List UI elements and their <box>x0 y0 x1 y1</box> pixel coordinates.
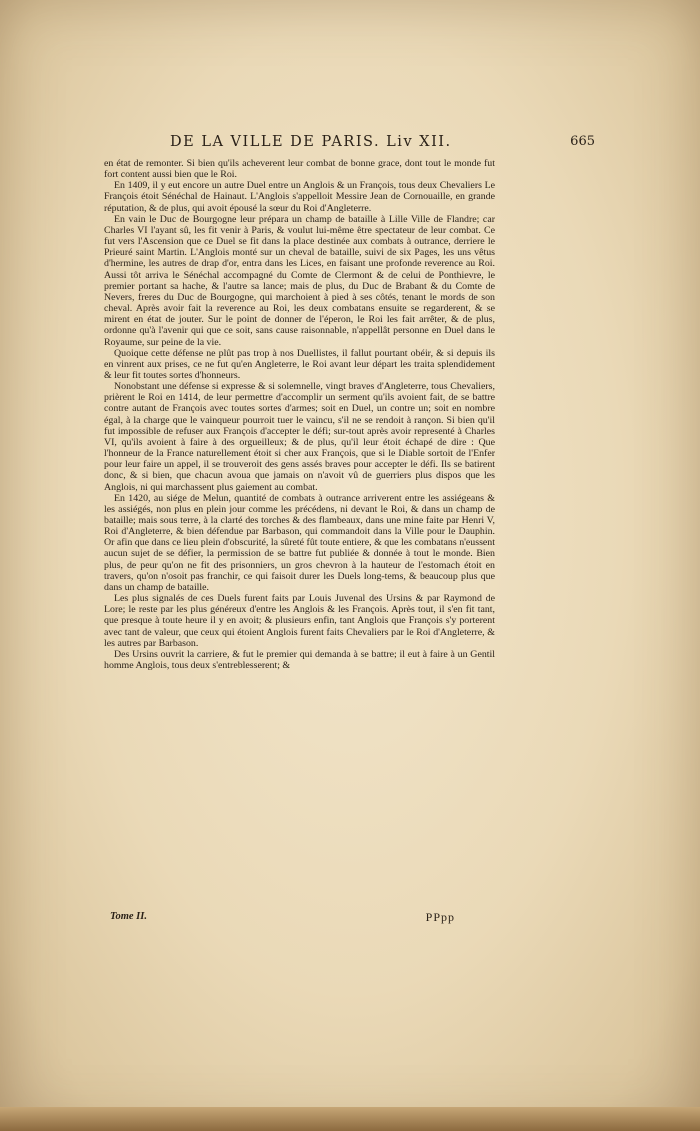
page-header <box>170 134 595 156</box>
paragraph: Les plus signalés de ces Duels furent faits par Louis Juvenal des Ursins & par Raymond de Lore; le reste par les plus généreux d'entre les Anglois & les François. Après tout, il s'en fit tant, que presque à toute heure il y en avoit; & plusieurs enfin, tant Anglois que François s'y porterent avec tant de valeur, que ceux qui étoient Anglois furent faits Chevaliers par le Roi d'Angleterre, & les autres par Barbason. <box>104 593 495 649</box>
body-text <box>104 158 495 671</box>
volume-label: Tome II. <box>110 911 147 922</box>
paragraph: En 1420, au siége de Melun, quantité de combats à outrance arriverent entre les assiégeans & les assiégés, non plus en plein jour comme les précédens, ni devant le Roi, & dans un champ de bataille; mais sous terre, à la clarté des torches & des flambeaux, dans une mine faite par Henri V, Roi d'Angleterre, & bien défendue par Barbason, qui commandoit dans la Ville pour le Dauphin. Or afin que dans ce lieu plein d'obscurité, la sûreté fût toute entiere, & que les combatans n'eussent aucun sujet de se défier, la permission de se battre fut publiée & donnée à tout le monde. Bien plus, de peur qu'on ne fit des prisonniers, un gros chevron à la hauteur de l'estomach étoit en travers, qu'on n'osoit pas franchir, ce qui faisoit durer les Duels long-tems, & beaucoup plus que dans un champ de bataille. <box>104 492 495 593</box>
paragraph: En vain le Duc de Bourgogne leur prépara un champ de bataille à Lille Ville de Flandre; car Charles VI l'ayant sû, les fit venir à Paris, & voulut lui-même être spectateur de leur combat. Ce fut vers l'Ascension que ce Duel se fit dans la place destinée aux combats à outrance, derriere le Prieuré saint Martin. L'Anglois monté sur un cheval de bataille, suivi de six Pages, les uns vêtus d'hermine, les autres de drap d'or, entra dans les Lices, en faisant une profonde reverence au Roi. Aussi tôt arriva le Sénéchal accompagné du Comte de Clermont & de celui de Ponthievre, le premier portant sa hache, & l'autre sa lance; mais de plus, du Duc de Brabant & du Comte de Nevers, freres du Duc de Bourgogne, qui marchoient à pied à ses côtés, tenant le mords de son cheval. Après avoir fait la reverence au Roi, les deux combatans ensuite se regarderent, & se mirent en état de jouter. Sur le point de donner de l'éperon, le Roi les fait arrêter, & de plus, ordonne qu'à l'avenir qui que ce soit, sans cause raisonnable, n'appellât personne en Duel dans le Royaume, sur peine de la vie. <box>104 213 495 348</box>
page-footer <box>110 911 455 927</box>
page-edge <box>0 1107 700 1131</box>
signature-mark: PPpp <box>425 910 455 924</box>
paragraph: en état de remonter. Si bien qu'ils acheverent leur combat de bonne grace, dont tout le monde fut fort content aussi bien que le Roi. <box>104 158 495 181</box>
paragraph: Des Ursins ouvrit la carriere, & fut le premier qui demanda à se battre; il eut à faire à un Gentil homme Anglois, tous deux s'entreblesserent; & <box>104 648 495 672</box>
paragraph: En 1409, il y eut encore un autre Duel entre un Anglois & un François, tous deux Chevaliers Le François étoit Sénéchal de Hainaut. L'Anglois s'appelloit Messire Jean de Cornouaille, en grande réputation, & de plus, qui avoit épousé la sœur du Roi d'Angleterre. <box>104 180 495 214</box>
page-number: 665 <box>570 134 595 149</box>
running-title: DE LA VILLE DE PARIS. Liv XII. <box>170 134 452 150</box>
paragraph: Quoique cette défense ne plût pas trop à nos Duellistes, il fallut pourtant obéir, & si depuis ils en vinrent aux prises, ce ne fut qu'en Angleterre, le Roi avant leur départ les traita splendidement & leur fit toutes sortes d'honneurs. <box>104 347 495 381</box>
paragraph: Nonobstant une défense si expresse & si solemnelle, vingt braves d'Angleterre, tous Chevaliers, prièrent le Roi en 1414, de leur permettre d'accomplir un serment qu'ils avoient fait, de se battre contre autant de François avec toutes sortes d'armes; soit en Duel, un contre un; soit en nombre égal, à la charge que le vainqueur pourroit tuer le vaincu, s'il ne se rendoit à rançon. Si bien qu'il fut impossible de refuser aux François d'accepter le défi; sur-tout après avoir representé à Charles VI, qu'ils avoient à faire à des orgueilleux; & de plus, qu'il leur étoit échapé de dire : Que l'honneur de la France naturellement étoit si cher aux François, que si le Diable sortoit de l'Enfer pour leur faire un appel, il se trouveroit des gens assés braves pour accepter le défi. Ils se batirent donc, & si bien, que chacun avoua que jamais on n'avoit vû de guerriers plus dispos que les Anglois, ni qui marchassent plus gaiement au combat. <box>104 381 495 493</box>
